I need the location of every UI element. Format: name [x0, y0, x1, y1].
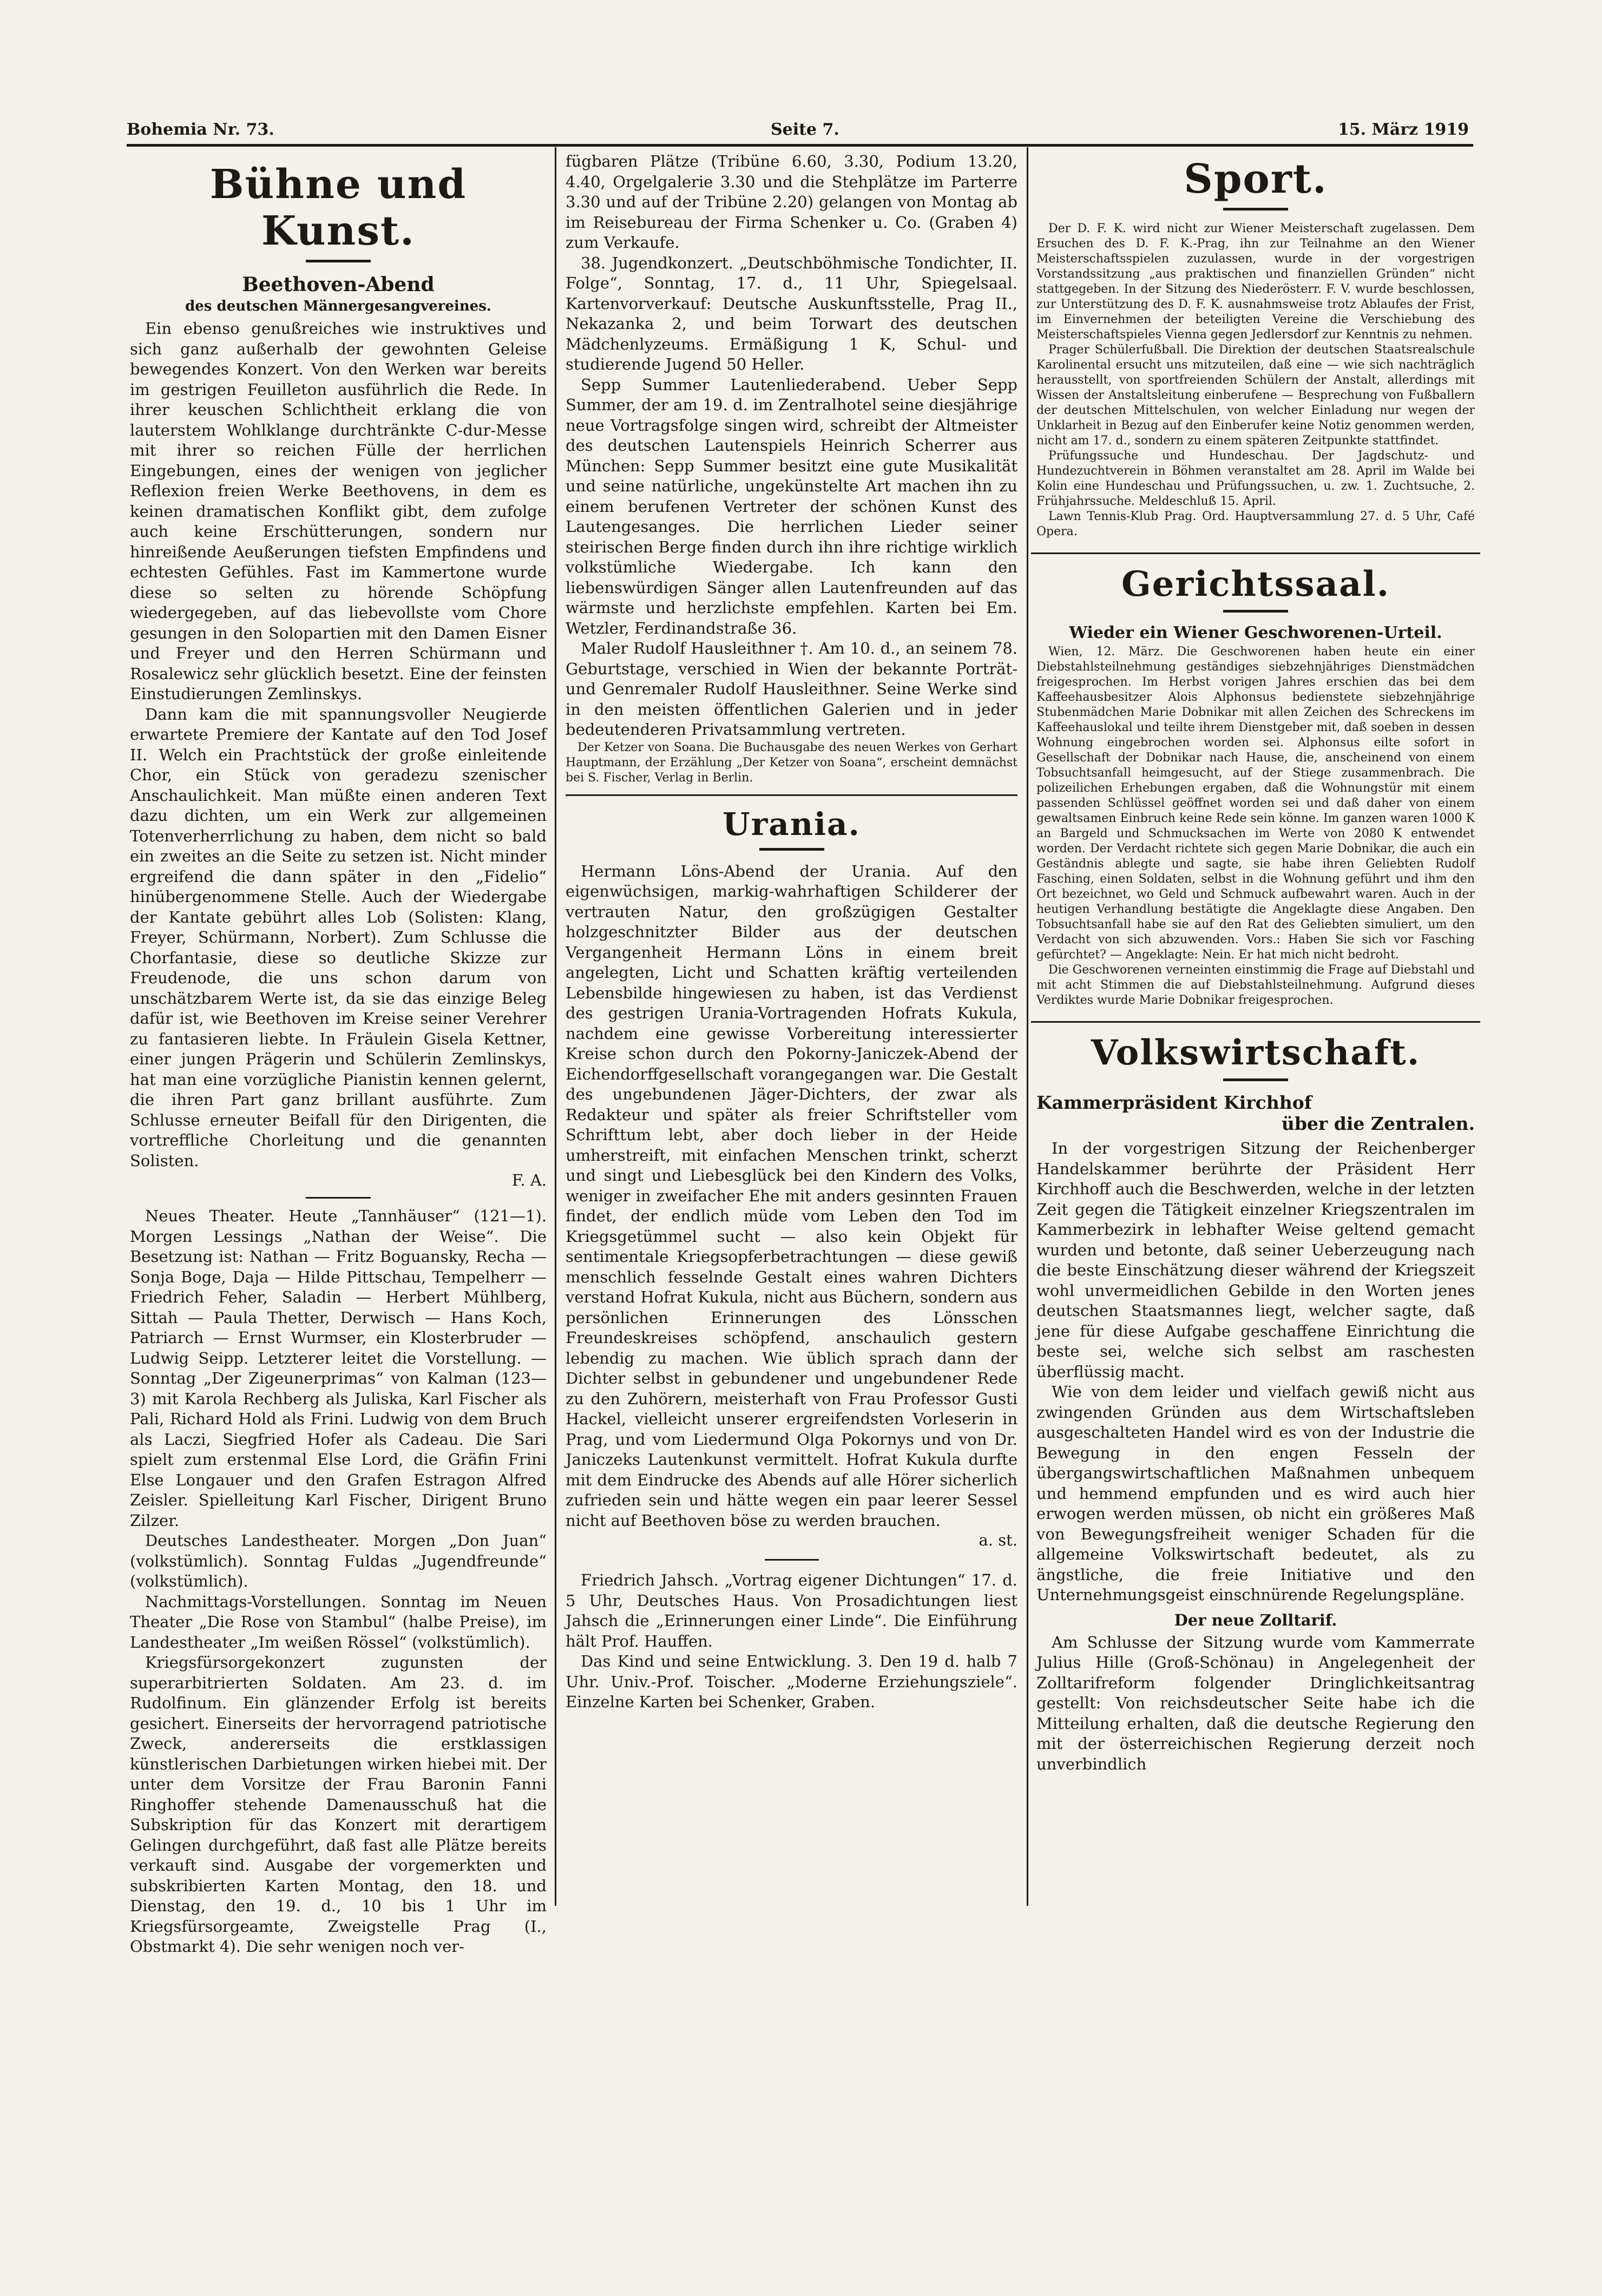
article-title-wien: Wieder ein Wiener Geschworenen-Urteil.: [1069, 623, 1442, 642]
article-title-kammer-1: Kammerpräsident Kirchhof: [1036, 1092, 1312, 1113]
article-title-beethoven: Beethoven-Abend: [242, 273, 435, 296]
concert-notice: 38. Jugendkonzert. „Deutschböhmische Tondichter, II. Folge“, Sonntag, 17. d., 11 Uhr, Spiegelsaal. Kartenvorverkauf: Deutsche Auskunftsstelle, Prag II., Nekazanka 2, und beim Torwart des deutschen Mädchenlyzeums. Ermäßigung 1 K, Schul- und studierende Jugend 50 Heller.: [566, 253, 1017, 373]
article-title-kammer-2: über die Zentralen.: [1281, 1113, 1475, 1134]
title-rule: [1223, 610, 1288, 613]
theater-notice: Nachmittags-Vorstellungen. Sonntag im Neuen Theater „Die Rose von Stambul“ (halbe Preise), im Landestheater „Im weißen Rössel“ (volkstümlich).: [130, 1592, 547, 1652]
economy-report: Am Schlusse der Sitzung wurde vom Kammerrate Julius Hille (Groß-Schönau) in Angelegenheit der Zolltarifreform folgender Dringlichkeitsantrag gestellt: Von reichsdeutscher Seite habe ich die Mitteilung erhalten, daß die deutsche Regierung den mit der österreichischen Regierung derzeit noch unverbindlich: [1036, 1633, 1475, 1773]
obituary-notice: Maler Rudolf Hausleithner †. Am 10. d., an seinem 78. Geburtstage, verschied in Wien der bekannte Porträt- und Genremaler Rudolf Hausleithner. Seine Werke sind in den meisten öffentlichen Galerien und in jeder bedeutenderen Privatsammlung vertreten.: [566, 639, 1017, 739]
urania-report: Hermann Löns-Abend der Urania. Auf den eigenwüchsigen, markig-wahrhaftigen Schilderer der vertrauten Natur, den großzügigen Gestalter holzgeschnitzter Bilder aus der deutschen Vergangenheit Hermann Löns in einem breit angelegten, Licht und Schatten kräftig verteilenden Lebensbilde hingewiesen zu haben, ist das Verdienst des gestrigen Urania-Vortragenden Hofrats Kukula, nachdem eine gewisse Vorbereitung interessierter Kreise schon durch den Pokorny-Janiczek-Abend der Eichendorffgesellschaft vorangegangen war. Die Gestalt des ungebundenen Jäger-Dichters, der zwar als Redakteur und später als freier Schriftsteller vom Schrifttum lebt, aber doch lieber in der Heide umherstreift, mit einfachen Menschen trinkt, scherzt und singt und Liebesglück bei den Kindern des Volks, weniger in zweifacher Ehe mit anders gesinnten Frauen findet, der endlich müde vom Leben den Tod im Kriegsgetümmel sucht — also kein Objekt für sentimentale Kriegsopferbetrachtungen — diese gewiß menschlich fesselnde Gestalt eines wahren Dichters verstand Hofrat Kukula, nicht aus Büchern, sondern aus persönlichen Erinnerungen des Lönsschen Freundeskreises schöpfend, anschaulich gestern lebendig zu machen. Wie üblich sprach dann der Dichter selbst in gebundener und ungebundener Rede zu den Zuhörern, meisterhaft von Frau Professor Gusti Hackel, vielleicht unserer ergreifendsten Vorleserin in Prag, und vom Liedermund Olga Pokornys und von Dr. Janiczeks Lautenkunst vermittelt. Hofrat Kukula durfte mit dem Eindrucke des Abends auf alle Hörer sicherlich zufrieden sein und hätte wegen ein paar leerer Sessel nicht auf Beethoven böse zu werden brauchen.: [566, 861, 1017, 1530]
page-header: [127, 115, 1469, 145]
section-title-buehne: Bühne und Kunst.: [209, 161, 467, 254]
article-paragraph: Ein ebenso genußreiches wie instruktives und sich ganz außerhalb der gewohnten Geleise bewegendes Konzert. Von den Werken war bereits im gestrigen Feuilleton ausführlich die Rede. In ihrer keuschen Schlichtheit erklang die von lauterstem Wohlklange durchtränkte C-dur-Messe mit ihrer so reichen Fülle der herrlichen Eingebungen, eines der wenigen von jeglicher Reflexion freien Werke Beethovens, in dem es keinen dramatischen Konflikt gibt, dem zufolge auch keine Erschütterungen, sondern nur hinreißende Aeußerungen tiefsten Empfindens und echtesten Gefühles. Fast im Kammertone wurde diese so selten zu hörende Schöpfung wiedergegeben, auf das liebevollste vom Chore gesungen in den Solopartien mit den Damen Eisner und Freyer und den Herren Schürmann und Rosalewicz sehr glücklich besetzt. Eine der feinsten Einstudierungen Zemlinskys.: [130, 319, 547, 703]
article-paragraph: fügbaren Plätze (Tribüne 6.60, 3.30, Podium 13.20, 4.40, Orgelgalerie 3.30 und die Stehplätze im Parterre 3.30 und auf der Tribüne 2.20) gelangen von Montag ab im Reisebureau der Firma Schenker u. Co. (Graben 4) zum Verkaufe.: [566, 152, 1017, 252]
header-rule: [127, 144, 1473, 147]
section-title-gerichtssaal: Gerichtssaal.: [1121, 564, 1390, 604]
title-rule: [306, 260, 371, 262]
theater-notice: Neues Theater. Heute „Tannhäuser“ (121—1). Morgen Lessings „Nathan der Weise“. Die Besetzung ist: Nathan — Fritz Boguansky, Recha — Sonja Boge, Daja — Hilde Pittschau, Tempelherr — Friedrich Feher, Saladin — Herbert Mühlberg, Sittah — Paula Thetter, Derwisch — Hans Koch, Patriarch — Ernst Wurmser, ein Klosterbruder — Ludwig Seipp. Letzterer leitet die Vorstellung. — Sonntag „Der Zigeunerprimas“ von Kalman (123—3) mit Karola Rechberg als Juliska, Karl Fischer als Pali, Richard Hold als Frini. Ludwig von dem Bruch als Laczi, Siegfried Hofer als Cadeau. Die Sari spielt zum erstenmal Else Lord, die Gräfin Frini Else Longauer und den Grafen Estragon Alfred Zeisler. Spielleitung Karl Fischer, Dirigent Bruno Zilzer.: [130, 1207, 547, 1530]
sport-notice: Lawn Tennis-Klub Prag. Ord. Hauptversammlung 27. d. 5 Uhr, Café Opera.: [1036, 510, 1475, 538]
sport-notice: Der D. F. K. wird nicht zur Wiener Meisterschaft zugelassen. Dem Ersuchen des D. F. K.-Prag, ihn zur Teilnahme an den Wiener Meisterschaftsspielen zuzulassen, wurde in der vorgestrigen Vorstandssitzung „aus praktischen und finanziellen Gründen“ nicht stattgegeben. In der Sitzung des Niederösterr. F. V. wurde beschlossen, zur Unterstützung des D. F. K. ausnahmsweise trotz Ablaufes der Frist, im Einvernehmen der beteiligten Vereine die Verschiebung des Meisterschaftspieles Vienna gegen Jedlersdorf zur Kenntnis zu nehmen.: [1036, 222, 1475, 341]
separator: [566, 794, 1017, 796]
article-byline: F. A.: [511, 1171, 547, 1189]
column-divider-1: [555, 147, 556, 1906]
section-title-urania: Urania.: [723, 805, 861, 843]
lecture-notice: Das Kind und seine Entwicklung. 3. Den 19 d. halb 7 Uhr. Univ.-Prof. Toischer. „Moderne Erziehungsziele“. Einzelne Karten bei Schenker, Graben.: [566, 1652, 1017, 1711]
section-title-sport: Sport.: [1184, 156, 1328, 202]
book-notice: Der Ketzer von Soana. Die Buchausgabe des neuen Werkes von Gerhart Hauptmann, der Erzählung „Der Ketzer von Soana“, erscheint demnächst bei S. Fischer, Verlag in Berlin.: [566, 740, 1017, 785]
court-report: Die Geschworenen verneinten einstimmig die Frage auf Diebstahl und mit acht Stimmen die auf Diebstahlsteilnehmung. Aufgrund dieses Verdiktes wurde Marie Dobnikar freigesprochen.: [1036, 963, 1475, 1007]
column-divider-2: [1027, 147, 1028, 1906]
sport-notice: Prager Schülerfußball. Die Direktion der deutschen Staatsrealschule Karolinental ersucht uns mitzuteilen, daß eine — wie sich nachträglich herausstellt, von sportfreienden Schülern der Anstalt, allerdings mit Wissen der Anstaltsleitung einberufene — Besprechung von Fußballern der deutschen Mittelschulen, von welcher Einladung nur wegen der Unklarheit in Bezug auf den Einberufer keine Notiz genommen werden, nicht am 17. d., sondern zu einem späteren Zeitpunkte stattfindet.: [1036, 343, 1475, 448]
economy-report: Wie von dem leider und vielfach gewiß nicht aus zwingenden Gründen aus dem Wirtschaftsleben ausgeschalteten Handel wird es von der Industrie die Bewegung in den engen Fesseln der übergangswirtschaftlichen Maßnahmen unbequem und hemmend empfunden und es wird auch hier erwogen werden müssen, ob nicht ein größeres Maß von Bewegungsfreiheit weniger Schaden für die allgemeine Volkswirtschaft bedeutet, als zu ängstliche, die freie Initiative und den Unternehmungsgeist einschnürende Regelungspläne.: [1036, 1383, 1475, 1604]
theater-notice: Deutsches Landestheater. Morgen „Don Juan“ (volkstümlich). Sonntag Fuldas „Jugendfreunde“ (volkstümlich).: [130, 1531, 547, 1590]
header-issue: Bohemia Nr. 73.: [127, 120, 274, 139]
sport-notice: Prüfungssuche und Hundeschau. Der Jagdschutz- und Hundezuchtverein in Böhmen veranstaltet am 28. April im Walde bei Kolin eine Hundeschau und Prüfungssuchen, u. zw. 1. Zuchtsuche, 2. Frühjahrssuche. Meldeschluß 15. April.: [1036, 449, 1475, 508]
column-3: [1036, 152, 1475, 1774]
column-2: [566, 152, 1017, 1713]
separator: [306, 1197, 371, 1199]
separator: [765, 1559, 819, 1561]
header-page-number: Seite 7.: [771, 120, 839, 139]
column-1: [130, 152, 547, 1957]
court-report: Wien, 12. März. Die Geschworenen haben heute ein einer Diebstahlsteilnehmung geständiges siebzehnjähriges Dienstmädchen freigesprochen. Im Herbst vorigen Jahres erschien das bei dem Kaffeehausbesitzer Alois Alphonsus bedienstete siebzehnjährige Stubenmädchen Marie Dobnikar mit allen Zeichen des Schreckens im Kaffeehauslokal und teilte ihrem Dienstgeber mit, daß soeben in dessen Wohnung eingebrochen worden sei. Alphonsus eilte sofort in Gesellschaft der Dobnikar nach Hause, die, anscheinend von einem Tobsuchtsanfall heimgesucht, auf der Stiege zusammenbrach. Die polizeilichen Erhebungen ergaben, daß die Wohnungstür mit einem passenden Schlüssel geöffnet worden sei und daß daher von einem gewaltsamen Einbruch keine Rede sein könne. Im ganzen waren 1000 K an Bargeld und Schmucksachen im Werte von 2080 K entwendet worden. Der Verdacht richtete sich gegen Marie Dobnikar, die auch ein Geständnis ablegte und sagte, sie habe ihren Geliebten Rudolf Fasching, einen Soldaten, selbst in die Wohnung geführt und ihm den Ort bezeichnet, wo Geld und Schmuck aufbewahrt waren. Auch in der heutigen Verhandlung bestätigte die Angeklagte diese Angaben. Den Tobsuchtsanfall habe sie auf den Rat des Geliebten simuliert, um den Verdacht von sich abzuwenden. Vors.: Haben Sie sich vor Fasching gefürchtet? — Angeklagte: Nein. Er hat mich nicht bedroht.: [1036, 645, 1475, 962]
header-date: 15. März 1919: [1337, 120, 1469, 139]
title-rule: [1223, 1078, 1288, 1081]
concert-notice: Sepp Summer Lautenliederabend. Ueber Sepp Summer, der am 19. d. im Zentralhotel seine diesjährige neue Vortragsfolge singen wird, schreibt der Altmeister des deutschen Lautenspiels Heinrich Scherrer aus München: Sepp Summer besitzt eine gute Musikalität und seine natürliche, ungekünstelte Art machen ihn zu einem berufenen Vertreter der schönen Kunst des Lautengesanges. Die herrlichen Lieder seiner steirischen Berge finden durch ihn ihre richtige wirklich volkstümliche Wiedergabe. Ich kann den liebenswürdigen Sänger allen Lautenfreunden auf das wärmste und herzlichste empfehlen. Karten bei Em. Wetzler, Ferdinandstraße 36.: [566, 375, 1017, 637]
section-title-volkswirtschaft: Volkswirtschaft.: [1091, 1032, 1421, 1073]
article-byline: a. st.: [979, 1531, 1017, 1549]
separator: [1031, 552, 1480, 554]
separator: [1031, 1021, 1480, 1023]
lecture-notice: Friedrich Jahsch. „Vortrag eigener Dichtungen“ 17. d. 5 Uhr, Deutsches Haus. Von Prosadichtungen liest Jahsch die „Erinnerungen einer Linde“. Die Einführung hält Prof. Hauffen.: [566, 1571, 1017, 1650]
title-rule: [1223, 208, 1288, 210]
article-paragraph: Dann kam die mit spannungsvoller Neugierde erwartete Premiere der Kantate auf den Tod Josef II. Welch ein Prachtstück der große einleitende Chor, ein Stück von geradezu szenischer Anschaulichkeit. Man müßte einen anderen Text dazu dichten, um ein Werk zur allgemeinen Totenverherrlichung zu haben, dem nicht so bald ein zweites an die Seite zu setzen ist. Nicht minder ergreifend die dann später in den „Fidelio“ hinübergenommene Stelle. Auch der Wiedergabe der Kantate gebührt alles Lob (Solisten: Klang, Freyer, Schürmann, Norbert). Zum Schlusse die Chorfantasie, diese so deutliche Skizze zur Freudenode, die uns schon darum von unschätzbarem Werte ist, da sie das einzige Beleg dafür ist, wie Beethoven im Kreise seiner Verehrer zu fantasieren liebte. In Fräulein Gisela Kettner, einer jungen Prägerin und Schülerin Zemlinskys, hat man eine vorzügliche Pianistin kennen gelernt, die ihren Part ganz brillant ausführte. Zum Schlusse erneuter Beifall für den Dirigenten, die vortreffliche Chorleitung und die genannten Solisten.: [130, 705, 547, 1170]
theater-notice: Kriegsfürsorgekonzert zugunsten der superarbitrierten Soldaten. Am 23. d. im Rudolfinum. Ein glänzender Erfolg ist bereits gesichert. Einerseits der hervorragend patriotische Zweck, andererseits die erstklassigen künstlerischen Darbietungen wirken hiebei mit. Der unter dem Vorsitze der Frau Baronin Fanni Ringhoffer stehende Damenausschuß hat die Subskription für das Konzert mit derartigem Gelingen durchgeführt, daß fast alle Plätze bereits verkauft sind. Ausgabe der vorgemerkten und subskribierten Karten Montag, den 18. und Dienstag, den 19. d., 10 bis 1 Uhr im Kriegsfürsorgeamte, Zweigstelle Prag (I., Obstmarkt 4). Die sehr wenigen noch ver-: [130, 1653, 547, 1956]
article-title-zolltarif: Der neue Zolltarif.: [1174, 1610, 1337, 1629]
article-subtitle-beethoven: des deutschen Männergesangvereines.: [185, 298, 491, 314]
title-rule: [759, 848, 824, 851]
economy-report: In der vorgestrigen Sitzung der Reichenberger Handelskammer berührte der Präsident Herr Kirchhoff auch die Beschwerden, welche in der letzten Zeit gegen die Tätigkeit einzelner Kriegszentralen im Kammerbezirk in lebhafter Weise geltend gemacht wurden und betonte, daß seiner Ueberzeugung nach die beste Einschätzung dieser während der Kriegszeit wohl unvermeidlichen Gebilde in den Worten jenes deutschen Staatsmannes liegt, welcher sagte, daß jene für diese Aufgabe geschaffene Einrichtung die beste sei, welche sich selbst am raschesten überflüssig macht.: [1036, 1139, 1475, 1381]
